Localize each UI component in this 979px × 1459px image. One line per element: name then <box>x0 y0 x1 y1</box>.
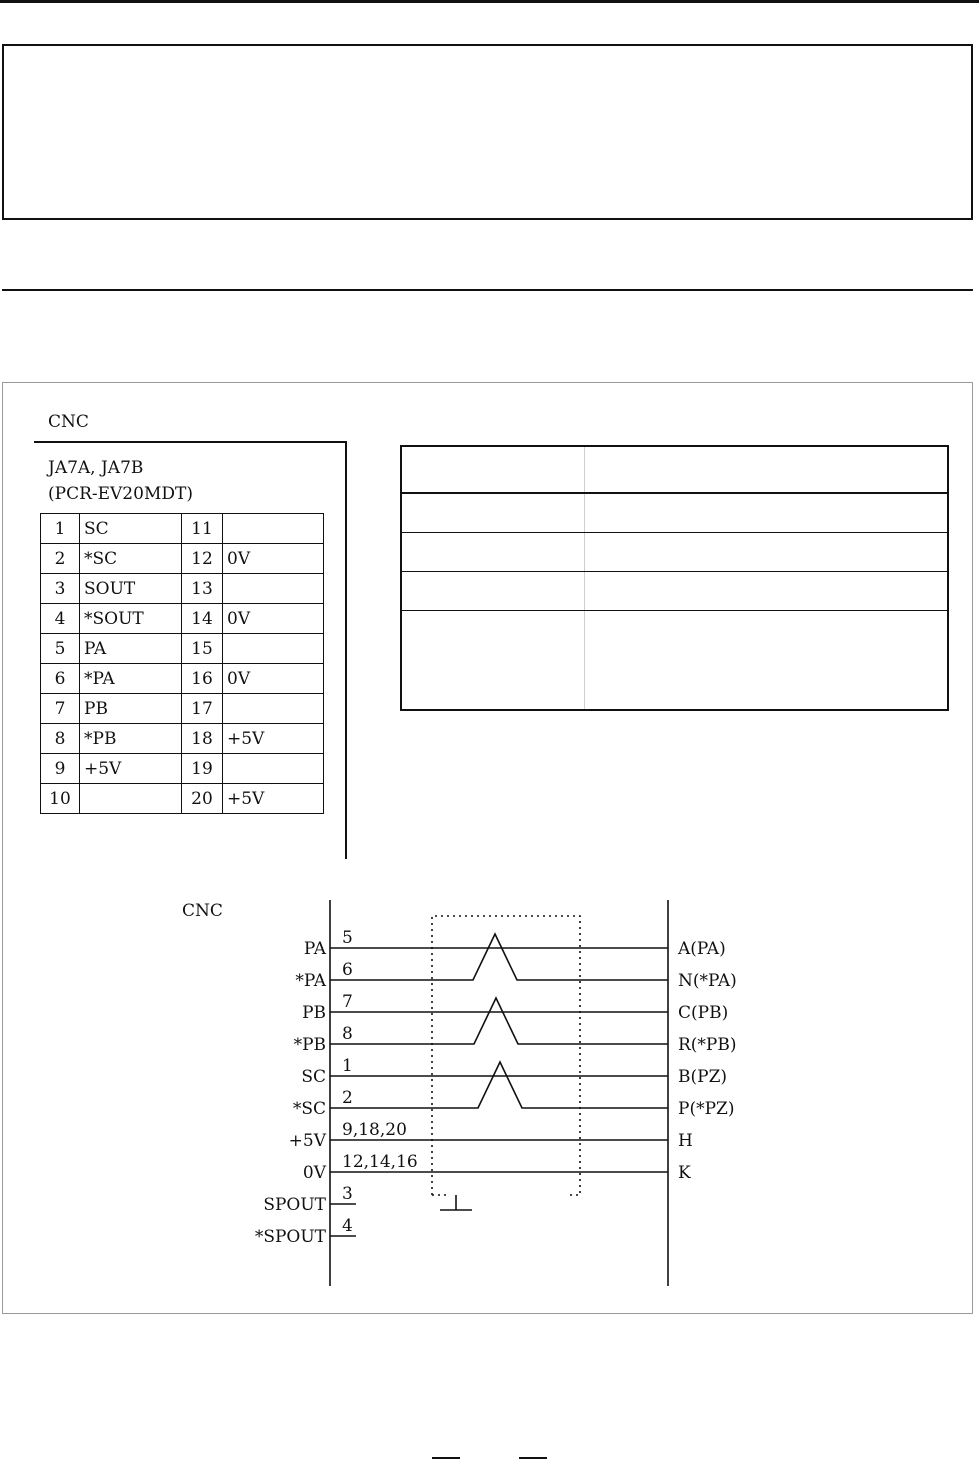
pin-number: 10 <box>41 784 80 814</box>
pin-signal: SOUT <box>80 574 182 604</box>
pin-signal: *PB <box>80 724 182 754</box>
signal-left-label: SPOUT <box>263 1195 326 1215</box>
pin-number: 6 <box>41 664 80 694</box>
signal-right-label: N(*PA) <box>678 971 737 991</box>
pin-number-label: 3 <box>342 1184 353 1204</box>
pin-signal: *SC <box>80 544 182 574</box>
wiring-side-label: CNC <box>182 901 223 921</box>
pin-number: 4 <box>41 604 80 634</box>
pin-signal: SC <box>80 514 182 544</box>
signal-right-label: H <box>678 1131 693 1151</box>
pin-number: 12 <box>182 544 223 574</box>
connector-side-label: CNC <box>48 412 89 432</box>
signal-right-label: R(*PB) <box>678 1035 737 1055</box>
pin-number: 14 <box>182 604 223 634</box>
pin-number: 2 <box>41 544 80 574</box>
pin-number-label: 12,14,16 <box>342 1152 418 1172</box>
pin-signal: PB <box>80 694 182 724</box>
pin-number: 13 <box>182 574 223 604</box>
pin-number-label: 1 <box>342 1056 353 1076</box>
pin-number: 17 <box>182 694 223 724</box>
signal-left-label: SC <box>301 1067 326 1087</box>
signal-left-label: *PA <box>295 971 326 991</box>
pin-signal: +5V <box>223 724 324 754</box>
wire-pair-0-b <box>330 934 668 980</box>
signal-right-label: B(PZ) <box>678 1067 728 1087</box>
pin-number: 19 <box>182 754 223 784</box>
wire-pair-2-b <box>330 1062 668 1108</box>
pin-signal: PA <box>80 634 182 664</box>
signal-left-label: 0V <box>302 1163 326 1183</box>
pin-number: 7 <box>41 694 80 724</box>
signal-left-label: *PB <box>293 1035 326 1055</box>
pin-number: 5 <box>41 634 80 664</box>
signal-right-label: C(PB) <box>678 1003 729 1023</box>
pin-signal: *SOUT <box>80 604 182 634</box>
pin-number: 16 <box>182 664 223 694</box>
signal-left-label: PB <box>302 1003 326 1023</box>
pin-number: 8 <box>41 724 80 754</box>
pin-number-label: 9,18,20 <box>342 1120 407 1140</box>
pin-number-label: 4 <box>342 1216 353 1236</box>
pin-number: 1 <box>41 514 80 544</box>
pin-number-label: 5 <box>342 928 353 948</box>
wire-lines <box>330 900 668 1286</box>
pin-number: 20 <box>182 784 223 814</box>
pin-number: 3 <box>41 574 80 604</box>
pin-signal: 0V <box>223 544 324 574</box>
wire-pair-1-b <box>330 998 668 1044</box>
connector-part-number: (PCR-EV20MDT) <box>48 484 193 504</box>
signal-left-label: *SPOUT <box>254 1227 326 1247</box>
signal-left-label: +5V <box>288 1131 326 1151</box>
wire-labels <box>255 928 737 1247</box>
pin-signal: +5V <box>80 754 182 784</box>
pin-signal: 0V <box>223 664 324 694</box>
pin-number: 15 <box>182 634 223 664</box>
signal-right-label: A(PA) <box>678 939 726 959</box>
pin-number-label: 6 <box>342 960 353 980</box>
pin-number-label: 8 <box>342 1024 353 1044</box>
pin-signal: *PA <box>80 664 182 694</box>
pin-number: 11 <box>182 514 223 544</box>
pin-signal: +5V <box>223 784 324 814</box>
signal-right-label: P(*PZ) <box>678 1099 735 1119</box>
pin-number: 9 <box>41 754 80 784</box>
pin-number: 18 <box>182 724 223 754</box>
signal-right-label: K <box>678 1163 691 1183</box>
pin-number-label: 7 <box>342 992 353 1012</box>
pin-signal: 0V <box>223 604 324 634</box>
signal-left-label: PA <box>303 939 326 959</box>
pin-number-label: 2 <box>342 1088 353 1108</box>
signal-left-label: *SC <box>292 1099 326 1119</box>
connector-name: JA7A, JA7B <box>48 458 144 478</box>
